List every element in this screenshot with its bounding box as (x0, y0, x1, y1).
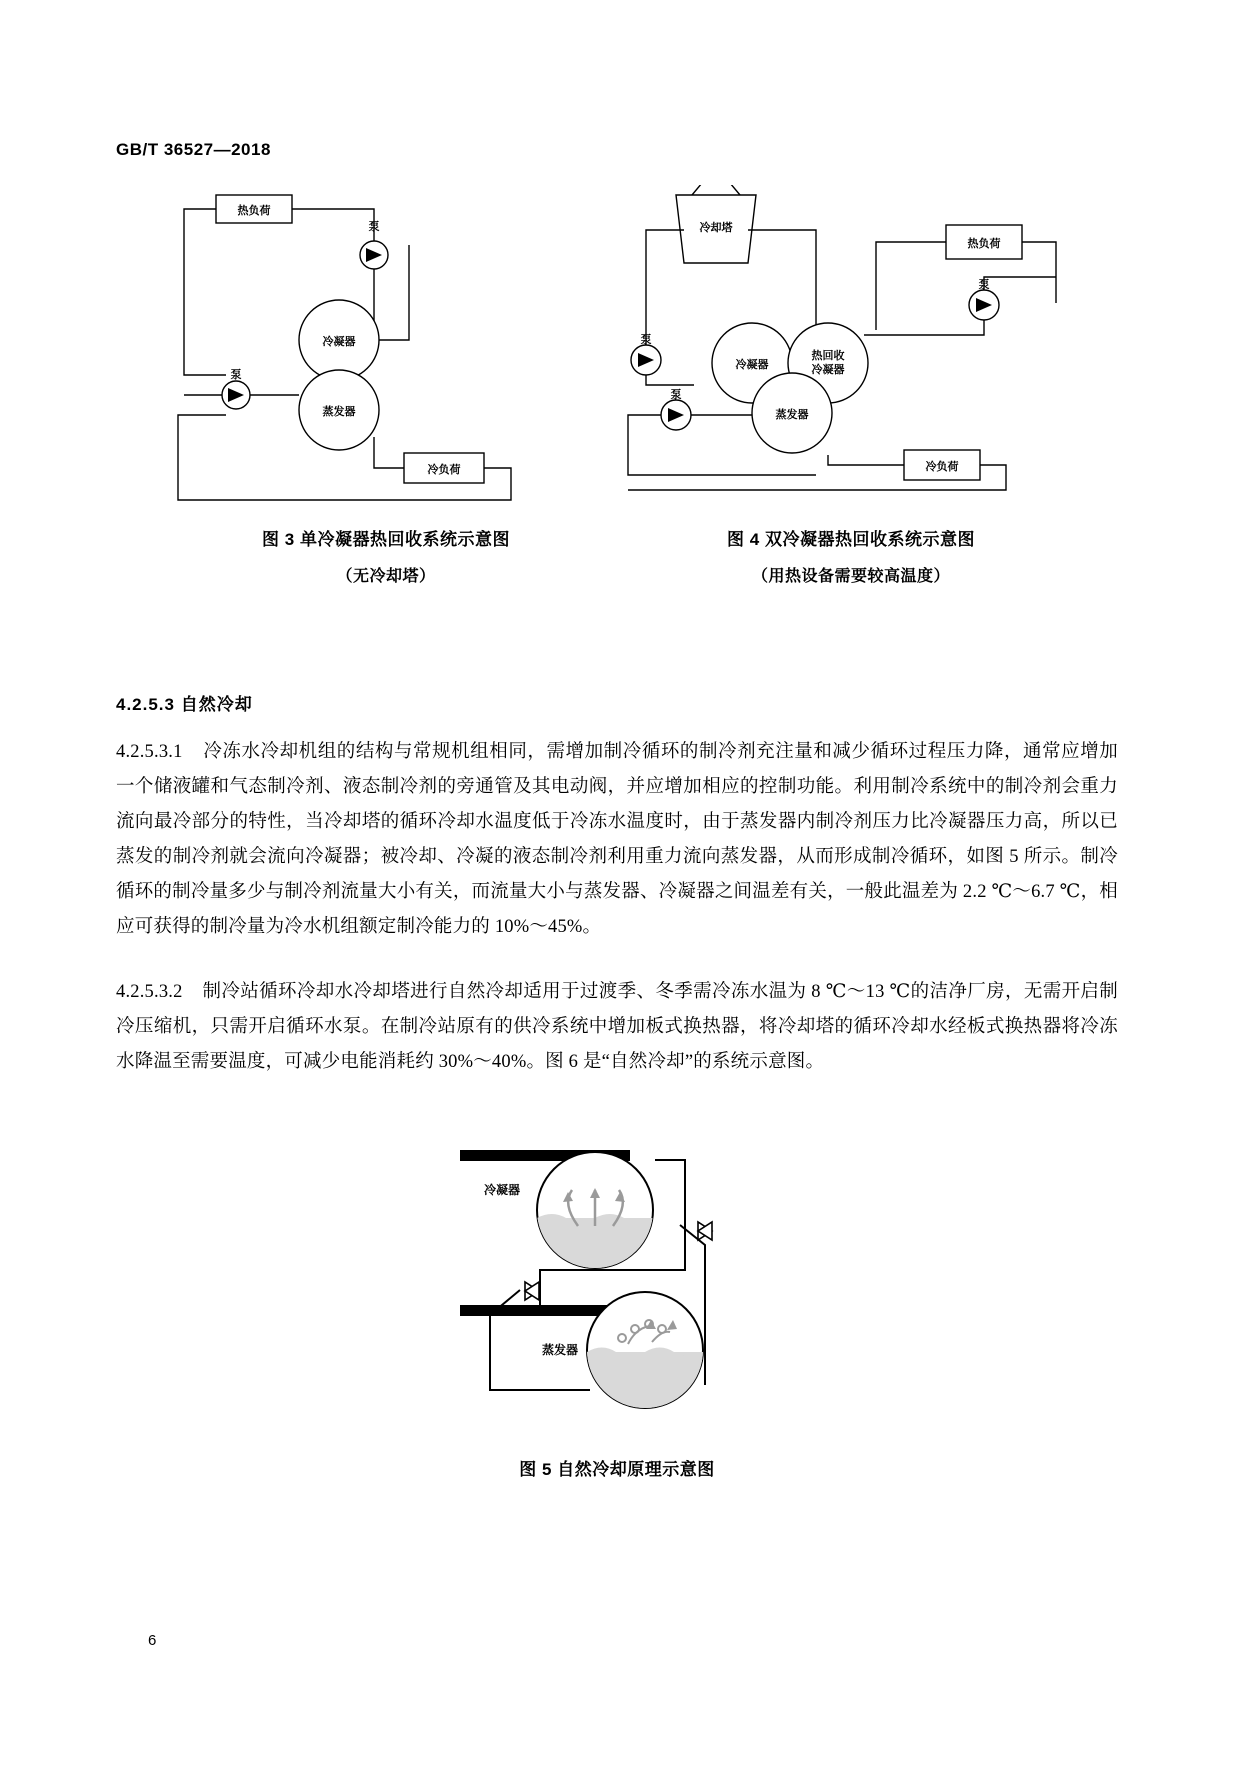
figure-5-wrap (430, 1130, 810, 1430)
figure-3-caption: 图 3 单冷凝器热回收系统示意图 (262, 530, 510, 549)
svg-text:热负荷: 热负荷 (967, 238, 1001, 250)
standard-number-header: GB/T 36527—2018 (116, 140, 271, 159)
svg-text:泵: 泵 (670, 389, 682, 401)
svg-text:泵: 泵 (978, 279, 990, 291)
svg-text:冷却塔: 冷却塔 (699, 222, 733, 234)
figures-top-row (116, 185, 1116, 605)
svg-text:冷凝器: 冷凝器 (322, 336, 356, 348)
svg-text:蒸发器: 蒸发器 (775, 409, 809, 421)
figure-4-caption: 图 4 双冷凝器热回收系统示意图 (727, 530, 975, 549)
figure-5-evaporator-label: 蒸发器 (541, 1343, 579, 1357)
paragraph-text-1: 冷冻水冷却机组的结构与常规机组相同，需增加制冷循环的制冷剂充注量和减少循环过程压力降，通常应增加一个储液罐和气态制冷剂、液态制冷剂的旁通管及其电动阀，并应增加相应的控制功能。利用制冷系统中的制冷剂会重力流向最冷部分的特性，当冷却塔的循环冷却水温度低于冷冻水温度时，由于蒸发器内制冷剂压力比冷凝器压力高，所以已蒸发的制冷剂就会流向冷凝器；被冷却、冷凝的液态制冷剂利用重力流向蒸发器，从而形成制冷循环，如图 5 所示。制冷循环的制冷量多少与制冷剂流量大小有关，而流量大小与蒸发器、冷凝器之间温差有关，一般此温差为 2.2 ℃～6.7 ℃，相应可获得的制冷量为冷水机组额定制冷能力的 10%～45%。 (116, 742, 1118, 937)
svg-text:泵: 泵 (368, 221, 380, 233)
figure-5-condenser-label: 冷凝器 (483, 1183, 521, 1197)
svg-text:冷负荷: 冷负荷 (925, 461, 959, 473)
svg-text:热负荷: 热负荷 (237, 205, 271, 217)
paragraph-text-2: 制冷站循环冷却水冷却塔进行自然冷却适用于过渡季、冬季需冷冻水温为 8 ℃～13 ℃的洁净厂房，无需开启制冷压缩机，只需开启循环水泵。在制冷站原有的供冷系统中增加板式换热器，将冷却塔的循环冷却水经板式换热器将冷冻水降温至需要温度，可减少电能消耗约 30%～40%。图 6 是“自然冷却”的系统示意图。 (116, 982, 1118, 1072)
paragraph-4-2-5-3-1 (116, 735, 1118, 945)
svg-text:冷负荷: 冷负荷 (427, 464, 461, 476)
figure-5-caption: 图 5 自然冷却原理示意图 (519, 1460, 715, 1479)
paragraph-4-2-5-3-2 (116, 975, 1118, 1080)
figure-3-subcaption: （无冷却塔） (336, 568, 436, 585)
figure-5-svg (430, 1130, 810, 1430)
figure-4-subcaption: （用热设备需要较高温度） (751, 568, 950, 585)
section-heading-4253: 4.2.5.3 自然冷却 (116, 695, 253, 714)
svg-text:冷凝器: 冷凝器 (735, 359, 769, 371)
page-number: 6 (148, 1632, 157, 1649)
svg-text:蒸发器: 蒸发器 (322, 406, 356, 418)
svg-text:泵: 泵 (640, 334, 652, 346)
svg-text:冷凝器: 冷凝器 (811, 364, 845, 376)
svg-text:泵: 泵 (230, 369, 242, 381)
paragraph-number-1: 4.2.5.3.1 (116, 742, 183, 762)
svg-text:热回收: 热回收 (811, 350, 845, 362)
paragraph-number-2: 4.2.5.3.2 (116, 982, 183, 1002)
